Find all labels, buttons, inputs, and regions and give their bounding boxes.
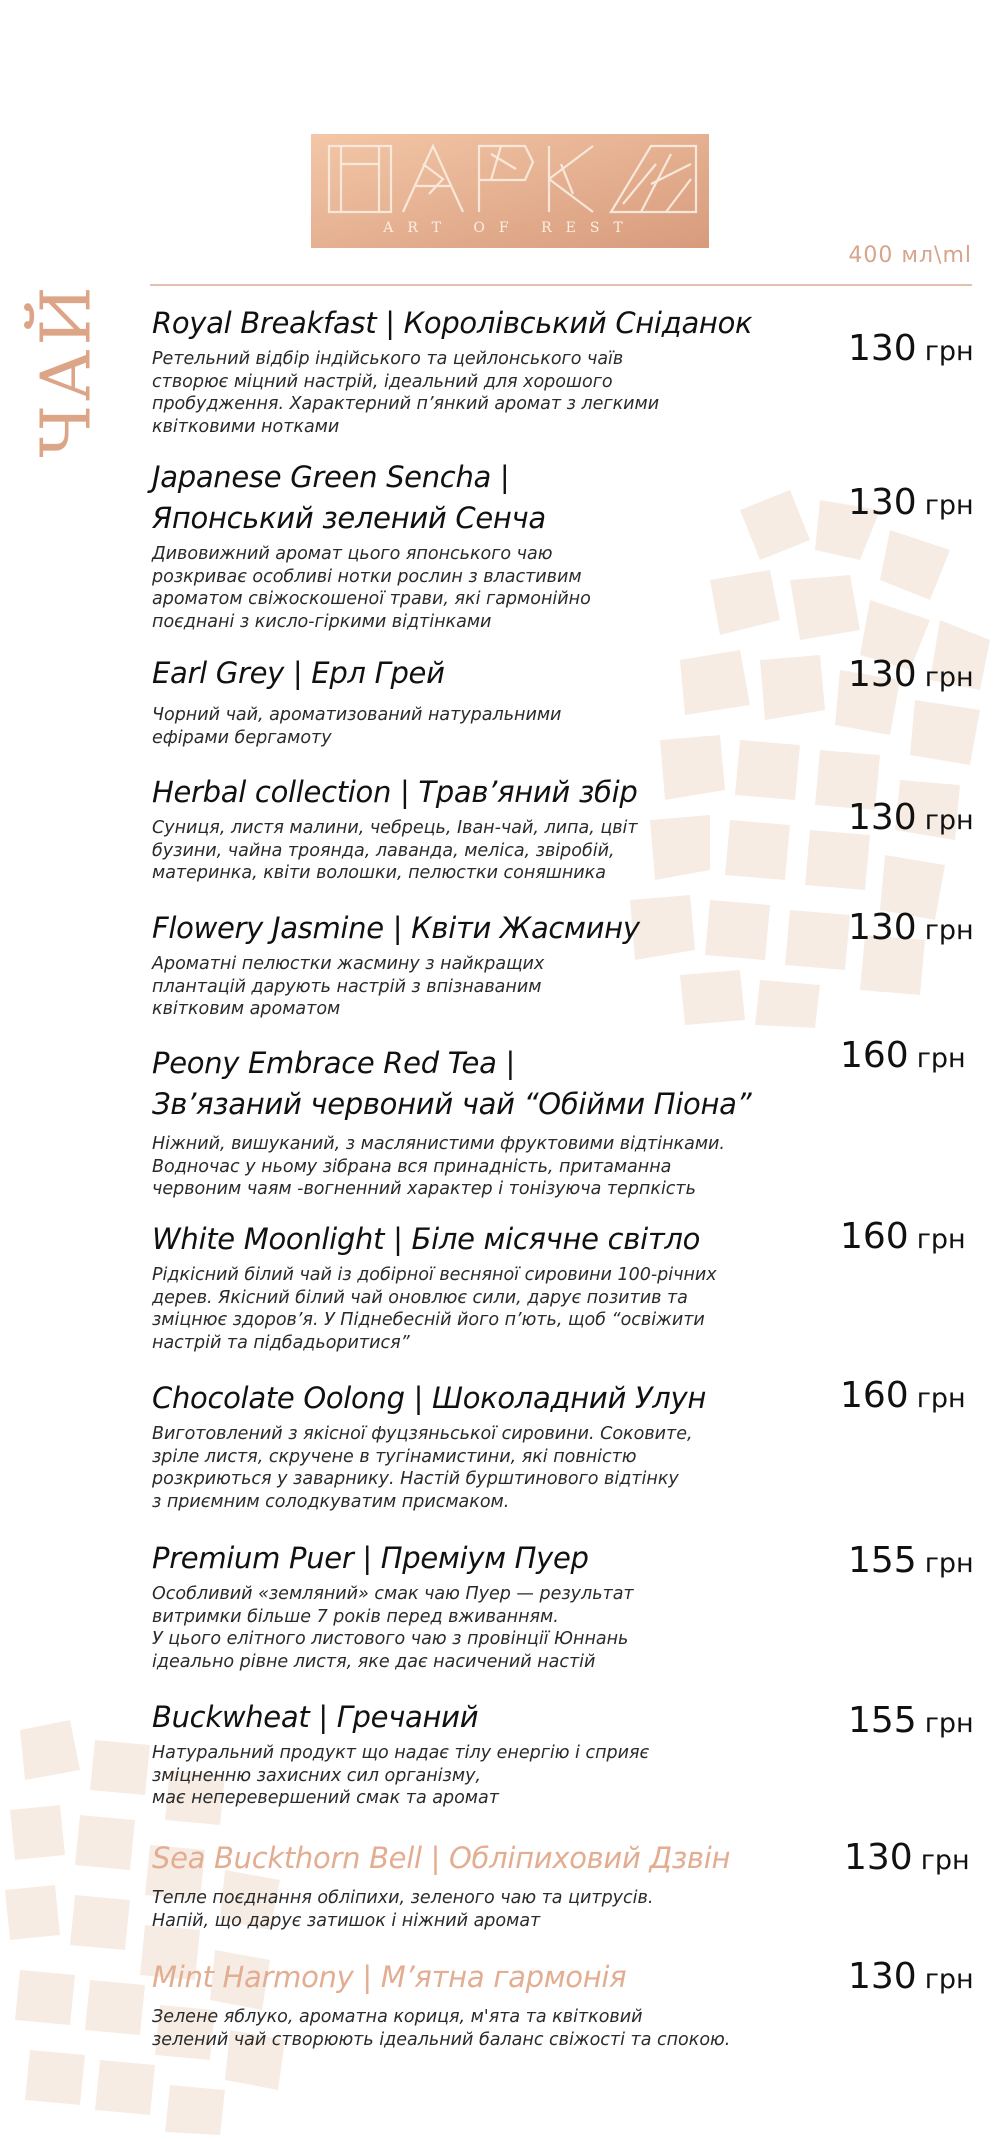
menu-item [152,1538,634,1673]
desc-line: Тепле поєднання обліпихи, зеленого чаю та цитрусів. [152,1888,654,1908]
item-title: Buckwheat | Гречаний [152,1700,479,1734]
desc-line: Виготовлений з якісної фуцзяньської сировини. Соковите, [152,1424,693,1444]
menu-item [152,1043,751,1201]
item-title: Sea Buckthorn Bell | Обліпиховий Дзвін [152,1841,731,1875]
park-logo [311,134,709,248]
item-description [152,1742,649,1810]
desc-line: материнка, квіти волошки, пелюстки соняшника [152,863,606,883]
desc-line: пробудження. Характерний п’янкий аромат з легкими [152,394,660,414]
desc-line: квітковими нотками [152,416,340,437]
logo-tagline: ART OF REST [383,220,637,236]
price-value: 130 [848,907,917,948]
item-price [848,654,974,695]
price-currency: грн [924,1548,974,1579]
menu-item [152,908,640,1021]
item-description [152,953,640,1021]
menu-item [152,1697,649,1810]
desc-line: зріле листя, скручене в тугінамистини, які повністю [152,1446,637,1467]
price-value: 130 [848,482,917,523]
menu-item [152,1378,706,1513]
item-description [152,1264,717,1354]
item-price [840,1375,966,1416]
price-value: 160 [840,1375,909,1416]
desc-line: Напій, що дарує затишок і ніжний аромат [152,1910,541,1931]
item-title: White Moonlight | Біле місячне світло [152,1222,701,1256]
item-title: Chocolate Oolong | Шоколадний Улун [152,1381,707,1415]
item-price [848,1540,974,1581]
desc-line: зміцненню захисних сил організму, [152,1765,481,1786]
menu-item [152,303,752,438]
item-price [848,1700,974,1741]
menu-item [152,1957,730,2051]
desc-line: Ретельний відбір індійського та цейлонського чаїв [152,349,624,369]
price-currency: грн [924,662,974,693]
price-currency: грн [916,1383,966,1414]
price-currency: грн [916,1043,966,1074]
item-title: Royal Breakfast | Королівський Сніданок [152,306,753,340]
item-price [848,328,974,369]
item-title: Flowery Jasmine | Квіти Жасмину [152,911,640,945]
section-title-vertical [22,282,112,458]
price-value: 155 [848,1700,917,1741]
item-title-line2: Японський зелений Сенча [152,501,546,535]
desc-line: Чорний чай, ароматизований натуральними [152,705,562,725]
item-title: Peony Embrace Red Tea | [152,1046,515,1080]
desc-line: Особливий «земляний» смак чаю Пуер — результат [152,1584,634,1604]
desc-line: розкриються у заварнику. Настій бурштинового відтінку [152,1469,679,1489]
item-title: Earl Grey | Ерл Грей [152,656,445,690]
item-title: Premium Puer | Преміум Пуер [152,1541,589,1575]
item-description [152,348,752,438]
item-title: Japanese Green Sencha | [152,460,510,494]
item-price [848,907,974,948]
price-currency: грн [924,336,974,367]
desc-line: зелений чай створюють ідеальний баланс свіжості та спокою. [152,2029,731,2050]
price-value: 130 [848,1956,917,1997]
item-description [152,1887,730,1932]
price-currency: грн [924,1964,974,1995]
desc-line: У цього елітного листового чаю з провінції Юннань [152,1629,629,1649]
price-value: 130 [848,797,917,838]
item-price [844,1837,970,1878]
item-description [152,1583,634,1673]
desc-line: зміцнює здоров’я. У Піднебесній його п’ють, щоб “освіжити [152,1310,705,1330]
price-currency: грн [924,805,974,836]
price-value: 155 [848,1540,917,1581]
desc-line: Водночас у ньому зібрана вся принадність, притаманна [152,1156,672,1177]
desc-line: дерев. Якісний білий чай оновлює сили, дарує позитив та [152,1287,688,1308]
price-currency: грн [924,1708,974,1739]
menu-item [152,1838,730,1932]
item-price [848,482,974,523]
desc-line: поєднані з кисло-гіркими відтінками [152,611,492,632]
desc-line: бузини, чайна троянда, лаванда, меліса, звіробій, [152,840,615,861]
desc-line: створює міцний настрій, ідеальний для хорошого [152,371,613,392]
desc-line: розкриває особливі нотки рослин з властивим [152,566,582,587]
price-value: 130 [848,328,917,369]
item-description [152,543,591,633]
desc-line: ідеально рівне листя, яке дає насичений настій [152,1651,596,1672]
desc-line: має неперевершений смак та аромат [152,1788,499,1808]
item-description [152,1133,751,1201]
price-value: 130 [848,654,917,695]
item-price [848,1956,974,1997]
header-divider [150,284,972,286]
price-value: 160 [840,1035,909,1076]
menu-item [152,653,561,749]
desc-line: Натуральний продукт що надає тілу енергію і сприяє [152,1743,650,1763]
desc-line: червоним чаям -вогненний характер і тонізуюча терпкість [152,1179,696,1199]
item-price [848,797,974,838]
desc-line: з приємним солодкуватим присмаком. [152,1491,510,1512]
desc-line: ефірами бергамоту [152,727,332,748]
desc-line: Зелене яблуко, ароматна кориця, м'ята та квітковий [152,2007,643,2027]
desc-line: Ароматні пелюстки жасмину з найкращих [152,954,545,974]
price-currency: грн [924,915,974,946]
item-title-line2: Зв’язаний червоний чай “Обійми Піона” [152,1087,752,1121]
desc-line: ароматом свіжоскошеної трави, які гармонійно [152,589,591,609]
price-value: 160 [840,1216,909,1257]
desc-line: витримки більше 7 років перед вживанням. [152,1606,559,1627]
price-currency: грн [916,1224,966,1255]
menu-item [152,772,638,885]
item-price [840,1035,966,1076]
item-price [840,1216,966,1257]
section-title: ЧАЙ [27,282,107,458]
item-description [152,704,561,749]
desc-line: квітковим ароматом [152,999,341,1019]
desc-line: Дивовижний аромат цього японського чаю [152,544,553,564]
desc-line: Ніжний, вишуканий, з маслянистими фруктовими відтінками. [152,1134,725,1154]
price-currency: грн [920,1845,970,1876]
desc-line: настрій та підбадьоритися” [152,1332,410,1353]
item-description [152,1423,706,1513]
item-description [152,817,638,885]
item-title: Mint Harmony | М’ятна гармонія [152,1960,627,1994]
price-currency: грн [924,490,974,521]
volume-label: 400 мл\ml [848,243,972,268]
desc-line: плантацій дарують настрій з впізнаваним [152,976,542,997]
menu-item [152,1219,717,1354]
desc-line: Суниця, листя малини, чебрець, Іван-чай, липа, цвіт [152,818,638,838]
item-description [152,2006,730,2051]
menu-item [152,457,591,633]
price-value: 130 [844,1837,913,1878]
desc-line: Рідкісний білий чай із добірної весняної сировини 100-річних [152,1265,717,1285]
item-title: Herbal collection | Трав’яний збір [152,775,638,809]
